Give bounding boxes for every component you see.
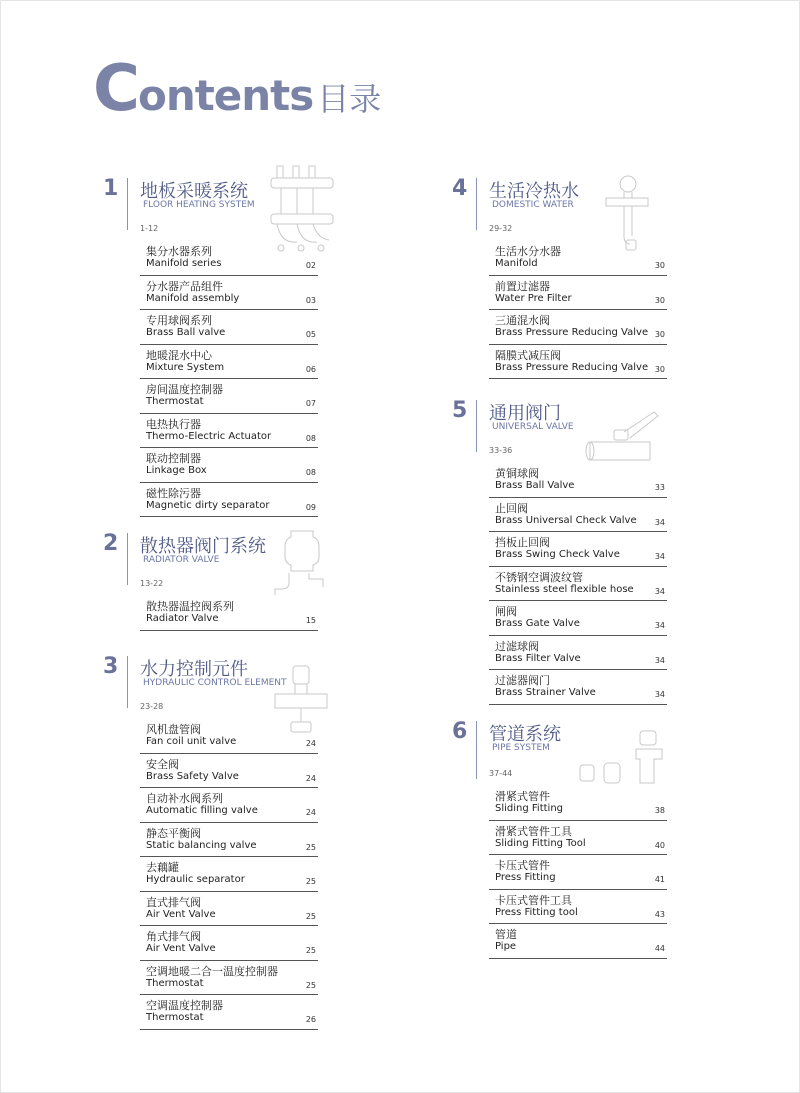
item-title-cn: 安全阀: [146, 757, 179, 771]
item-title-cn: 磁性除污器: [146, 486, 201, 500]
item-page-number: 06: [305, 364, 316, 374]
pipe-fitting-illustration: [578, 729, 664, 791]
list-item[interactable]: [489, 821, 667, 856]
list-item[interactable]: [489, 567, 667, 602]
section-items: [140, 719, 318, 1030]
item-title-cn: 角式排气阀: [146, 930, 201, 943]
list-item[interactable]: [140, 961, 318, 996]
list-item[interactable]: [140, 719, 318, 754]
item-title-cn: 电热执行器: [146, 417, 201, 431]
item-title-cn: 散热器温控阀系列: [146, 600, 234, 613]
list-item[interactable]: [489, 276, 667, 311]
section-number: 3: [103, 654, 119, 679]
item-title-cn: 地暖混水中心: [146, 348, 212, 362]
item-title-cn: 集分水器系列: [146, 245, 212, 258]
item-page-number: 24: [305, 808, 316, 817]
list-item[interactable]: [489, 890, 667, 925]
item-title-en: Brass Filter Valve: [495, 652, 581, 664]
item-title-cn: 去藕罐: [146, 861, 179, 874]
item-page-number: 05: [305, 330, 316, 339]
item-page-number: 34: [654, 690, 665, 699]
item-title-en: Press Fitting tool: [495, 906, 578, 918]
item-title-cn: 前置过滤器: [495, 279, 550, 293]
section-divider: [476, 721, 477, 779]
item-page-number: 03: [305, 295, 316, 305]
section-title-cn: 生活冷热水: [489, 181, 579, 202]
item-title-en: Hydraulic separator: [146, 874, 245, 885]
item-title-en: Brass Strainer Valve: [495, 687, 596, 698]
section-title-cn: 通用阀门: [489, 403, 561, 424]
item-page-number: 30: [654, 295, 665, 305]
item-page-number: 40: [654, 840, 665, 850]
item-title-en: Brass Ball valve: [146, 327, 226, 338]
item-title-en: Water Pre Filter: [495, 292, 572, 304]
list-item[interactable]: [489, 636, 667, 671]
item-page-number: 41: [654, 875, 665, 884]
item-title-cn: 挡板止回阀: [495, 536, 550, 549]
item-page-number: 25: [305, 980, 316, 990]
item-page-number: 24: [305, 739, 316, 748]
list-item[interactable]: [140, 788, 318, 823]
item-title-en: Sliding Fitting: [495, 803, 564, 814]
radiator-valve-illustration: [271, 527, 331, 595]
item-title-cn: 自动补水阀系列: [146, 792, 223, 805]
section-page-range: 23-28: [140, 702, 164, 711]
item-page-number: 09: [305, 502, 316, 512]
section-title-en: FLOOR HEATING SYSTEM: [143, 200, 255, 210]
list-item[interactable]: [489, 345, 667, 380]
item-page-number: 02: [305, 261, 316, 270]
item-title-en: Thermostat: [146, 977, 204, 989]
item-title-cn: 三通混水阀: [495, 314, 550, 327]
item-title-en: Brass Pressure Reducing Valve: [495, 361, 649, 373]
item-page-number: 25: [305, 911, 316, 921]
item-page-number: 30: [654, 261, 665, 270]
section-number: 4: [452, 176, 468, 201]
item-title-cn: 风机盘管阀: [146, 723, 201, 736]
item-title-en: Automatic filling valve: [146, 805, 258, 816]
list-item[interactable]: [140, 926, 318, 961]
item-title-cn: 卡压式管件: [495, 859, 550, 872]
section-number: 1: [103, 176, 119, 201]
item-title-en: Brass Ball Valve: [495, 480, 575, 491]
section-page-range: 37-44: [489, 769, 513, 778]
section-items: [140, 241, 318, 517]
item-title-en: Stainless steel flexible hose: [495, 583, 634, 595]
item-page-number: 25: [305, 877, 316, 886]
section-page-range: 33-36: [489, 446, 513, 455]
section-title-cn: 地板采暖系统: [140, 181, 248, 202]
list-item[interactable]: [140, 596, 318, 631]
section-title-en: RADIATOR VALVE: [143, 555, 220, 565]
item-title-en: Press Fitting: [495, 872, 556, 883]
item-title-cn: 管道: [495, 928, 517, 941]
item-page-number: 44: [654, 944, 665, 953]
section-page-range: 1-12: [140, 224, 159, 233]
item-page-number: 08: [305, 433, 316, 443]
page-title: [93, 52, 381, 126]
item-page-number: 26: [305, 1015, 316, 1024]
item-title-cn: 过滤球阀: [495, 639, 539, 653]
item-page-number: 30: [654, 364, 665, 374]
item-page-number: 38: [654, 806, 665, 815]
title-initial: C: [93, 52, 138, 126]
list-item[interactable]: [140, 857, 318, 892]
item-title-cn: 空调温度控制器: [146, 999, 223, 1012]
item-title-en: Brass Swing Check Valve: [495, 549, 620, 560]
item-title-cn: 止回阀: [495, 501, 528, 515]
item-title-en: Linkage Box: [146, 465, 207, 476]
section-divider: [127, 533, 128, 585]
item-title-en: Air Vent Valve: [146, 943, 216, 954]
item-title-cn: 滑紧式管件: [495, 790, 550, 803]
item-title-en: Mixture System: [146, 361, 225, 373]
section-title-en: DOMESTIC WATER: [492, 200, 574, 210]
section-divider: [476, 178, 477, 230]
item-title-en: Manifold: [495, 258, 538, 269]
item-page-number: 33: [654, 483, 665, 492]
item-page-number: 07: [305, 399, 316, 408]
list-item[interactable]: [489, 601, 667, 636]
item-title-en: Brass Universal Check Valve: [495, 514, 637, 526]
section-number: 6: [452, 719, 468, 744]
section-divider: [127, 178, 128, 230]
section-items: [140, 596, 318, 631]
item-title-en: Brass Pressure Reducing Valve: [495, 327, 649, 338]
item-page-number: 25: [305, 842, 316, 852]
list-item[interactable]: [140, 483, 318, 518]
item-title-cn: 专用球阀系列: [146, 314, 212, 327]
section-title-cn: 散热器阀门系统: [140, 536, 266, 557]
section-divider: [476, 400, 477, 452]
list-item[interactable]: [140, 310, 318, 345]
item-title-cn: 分水器产品组件: [146, 279, 223, 293]
item-title-cn: 直式排气阀: [146, 895, 201, 909]
list-item[interactable]: [489, 924, 667, 959]
list-item[interactable]: [489, 786, 667, 821]
item-title-en: Thermo-Electric Actuator: [146, 430, 272, 442]
section-title-en: PIPE SYSTEM: [492, 743, 550, 753]
section-number: 2: [103, 531, 119, 556]
item-title-en: Air Vent Valve: [146, 908, 216, 920]
item-title-cn: 静态平衡阀: [146, 826, 201, 840]
item-page-number: 15: [305, 616, 316, 625]
item-title-cn: 黄铜球阀: [495, 467, 539, 480]
item-title-cn: 过滤器阀门: [495, 674, 550, 687]
item-page-number: 34: [654, 621, 665, 630]
item-page-number: 43: [654, 909, 665, 919]
section-title-cn: 管道系统: [489, 724, 561, 745]
item-title-en: Magnetic dirty separator: [146, 499, 270, 511]
item-title-cn: 生活水分水器: [495, 245, 561, 258]
section-title-cn: 水力控制元件: [140, 659, 248, 680]
section-page-range: 13-22: [140, 579, 164, 588]
section-number: 5: [452, 398, 468, 423]
item-title-en: Radiator Valve: [146, 613, 219, 624]
list-item[interactable]: [140, 345, 318, 380]
item-title-en: Manifold assembly: [146, 292, 240, 304]
title-chinese: 目录: [317, 80, 382, 118]
item-page-number: 25: [305, 946, 316, 955]
item-title-en: Pipe: [495, 941, 517, 952]
item-title-en: Manifold series: [146, 258, 222, 269]
item-title-cn: 联动控制器: [146, 452, 201, 465]
section-title-en: HYDRAULIC CONTROL ELEMENT: [143, 678, 287, 688]
list-item[interactable]: [489, 241, 667, 276]
list-item[interactable]: [140, 379, 318, 414]
section-items: [489, 463, 667, 705]
list-item[interactable]: [140, 823, 318, 858]
item-page-number: 08: [305, 468, 316, 477]
item-title-cn: 滑紧式管件工具: [495, 824, 572, 838]
item-title-en: Fan coil unit valve: [146, 736, 237, 747]
list-item[interactable]: [489, 670, 667, 705]
section-items: [489, 241, 667, 379]
item-title-cn: 空调地暖二合一温度控制器: [146, 964, 278, 978]
item-page-number: 34: [654, 655, 665, 665]
item-title-cn: 房间温度控制器: [146, 383, 223, 396]
item-page-number: 30: [654, 330, 665, 339]
item-title-cn: 卡压式管件工具: [495, 893, 572, 907]
list-item[interactable]: [489, 532, 667, 567]
item-title-en: Sliding Fitting Tool: [495, 837, 586, 849]
item-page-number: 34: [654, 586, 665, 596]
list-item[interactable]: [140, 892, 318, 927]
item-title-en: Thermostat: [146, 396, 204, 407]
list-item[interactable]: [140, 448, 318, 483]
section-divider: [127, 656, 128, 708]
list-item[interactable]: [489, 498, 667, 533]
list-item[interactable]: [140, 414, 318, 449]
item-title-cn: 隔膜式减压阀: [495, 348, 561, 362]
title-english: ontents: [137, 71, 314, 120]
item-page-number: 24: [305, 773, 316, 783]
list-item[interactable]: [489, 463, 667, 498]
list-item[interactable]: [140, 276, 318, 311]
list-item[interactable]: [489, 855, 667, 890]
item-title-en: Thermostat: [146, 1012, 204, 1023]
section-items: [489, 786, 667, 959]
list-item[interactable]: [140, 754, 318, 789]
item-title-en: Static balancing valve: [146, 839, 257, 851]
list-item[interactable]: [140, 241, 318, 276]
item-title-cn: 闸阀: [495, 605, 517, 618]
section-title-en: UNIVERSAL VALVE: [492, 422, 574, 432]
list-item[interactable]: [140, 995, 318, 1030]
item-title-cn: 不锈钢空调波纹管: [495, 570, 583, 584]
section-page-range: 29-32: [489, 224, 513, 233]
item-page-number: 34: [654, 552, 665, 561]
list-item[interactable]: [489, 310, 667, 345]
item-title-en: Brass Safety Valve: [146, 770, 239, 782]
item-title-en: Brass Gate Valve: [495, 618, 580, 629]
item-page-number: 34: [654, 517, 665, 527]
